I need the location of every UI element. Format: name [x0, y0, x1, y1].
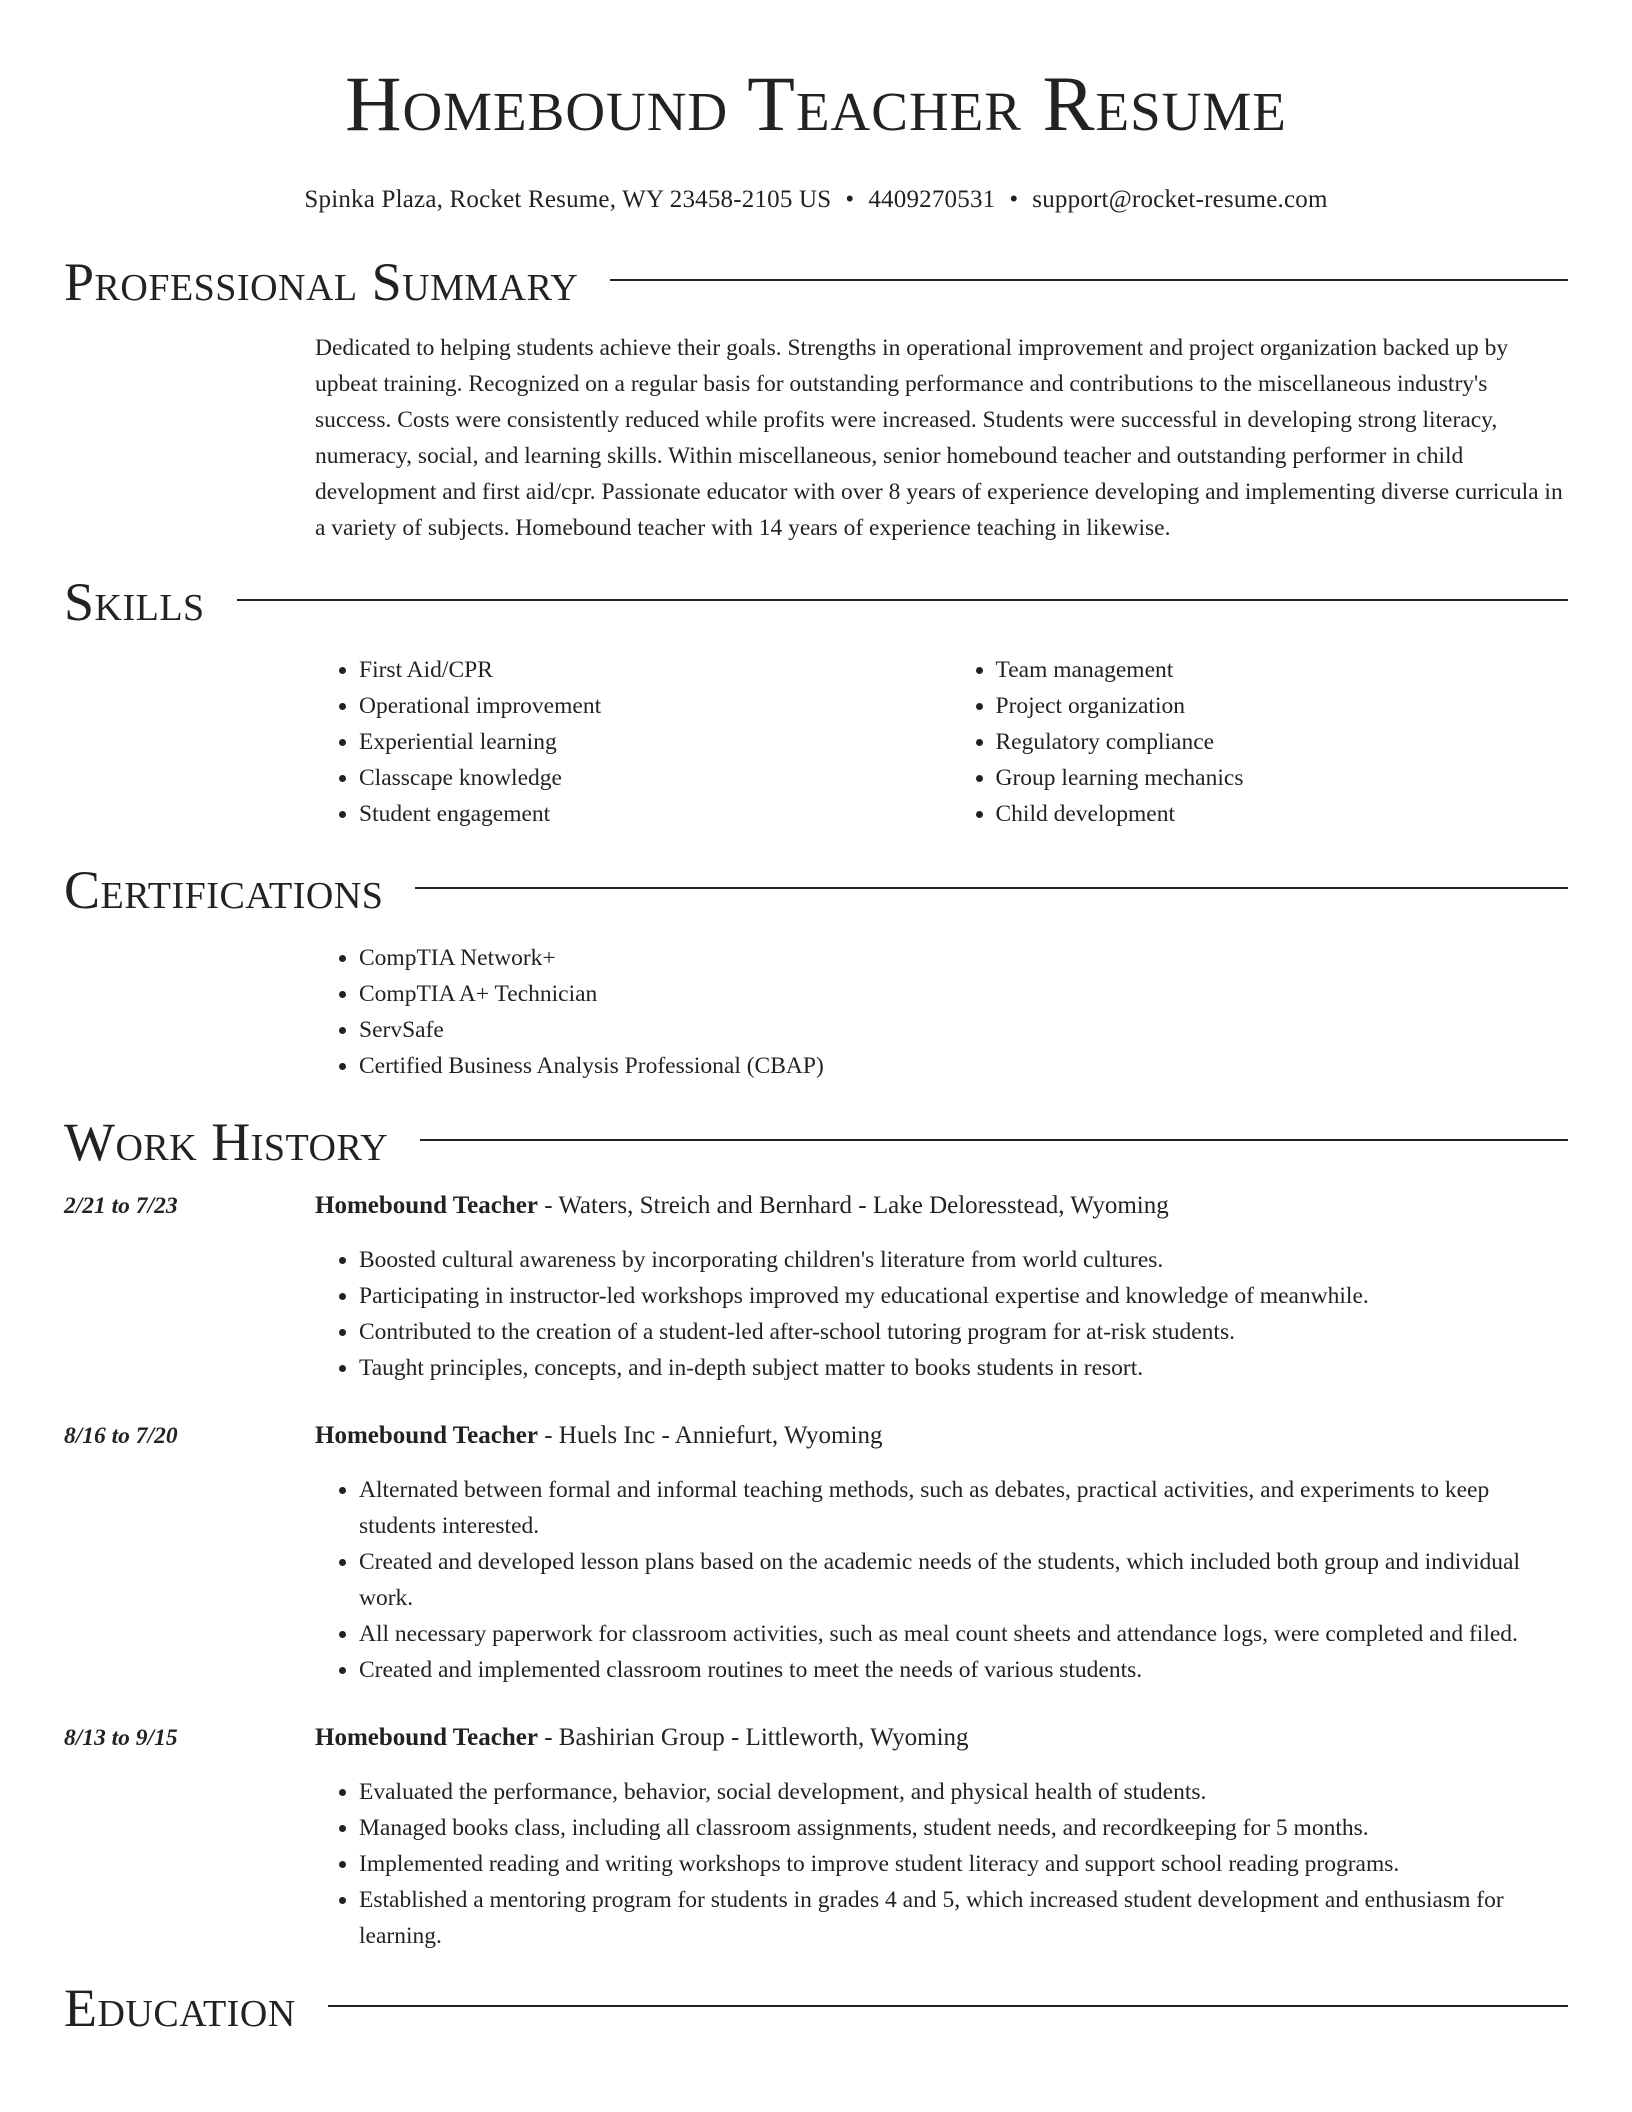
job-dates: 2/21 to 7/23	[64, 1193, 178, 1219]
certifications-list	[315, 940, 1568, 1084]
summary-content	[315, 330, 1568, 546]
job-bullet: • Boosted cultural awareness by incorporating children's literature from world cultures.	[359, 1242, 1568, 1278]
job-title: Homebound Teacher	[315, 1192, 538, 1219]
skill-item: • Child development	[996, 796, 1569, 832]
job-bullet: • Alternated between formal and informal teaching methods, such as debates, practical activities, and experiments to keep students interested.	[359, 1472, 1568, 1544]
job-bullet: • Established a mentoring program for students in grades 4 and 5, which increased student development and enthusiasm for learning.	[359, 1882, 1568, 1954]
section-heading-summary: Professional Summary	[64, 252, 579, 312]
certification-item: • CompTIA Network+	[359, 940, 1568, 976]
job-title-line	[315, 1188, 1568, 1224]
skill-item: • Group learning mechanics	[996, 760, 1569, 796]
job-title: Homebound Teacher	[315, 1724, 538, 1751]
section-divider	[328, 2005, 1568, 2007]
job-details: - Waters, Streich and Bernhard - Lake Deloresstead, Wyoming	[537, 1192, 1169, 1219]
summary-header	[64, 250, 1568, 314]
section-heading-certifications: Certifications	[64, 860, 384, 920]
skill-item: • Operational improvement	[359, 688, 932, 724]
skill-item: • First Aid/CPR	[359, 652, 932, 688]
job-bullet: • Contributed to the creation of a student-led after-school tutoring program for at-risk students.	[359, 1314, 1568, 1350]
section-divider	[415, 887, 1568, 889]
education-header	[64, 1976, 1568, 2040]
job-body	[315, 1188, 1568, 1386]
summary-text: Dedicated to helping students achieve their goals. Strengths in operational improvement and project organization backed up by upbeat training. Recognized on a regular basis for outstanding performance and contributions to the miscellaneous industry's success. Costs were consistently reduced while profits were increased. Students were successful in developing strong literacy, numeracy, social, and learning skills. Within miscellaneous, senior homebound teacher and outstanding performer in child development and first aid/cpr. Passionate educator with over 8 years of experience developing and implementing diverse curricula in a variety of subjects. Homebound teacher with 14 years of experience teaching in likewise.	[315, 335, 1563, 541]
certifications-header	[64, 858, 1568, 922]
section-divider	[237, 599, 1568, 601]
contact-separator: •	[1009, 186, 1019, 213]
skill-item: • Experiential learning	[359, 724, 932, 760]
job-bullet: • Participating in instructor-led workshops improved my educational expertise and knowledge of meanwhile.	[359, 1278, 1568, 1314]
certifications-content	[315, 940, 1568, 1084]
job-details: - Bashirian Group - Littleworth, Wyoming	[537, 1724, 969, 1751]
job-bullet: • Created and implemented classroom routines to meet the needs of various students.	[359, 1652, 1568, 1688]
skill-item: • Regulatory compliance	[996, 724, 1569, 760]
work-history-header	[64, 1110, 1568, 1174]
work-history-section	[64, 1110, 1568, 1954]
job-title: Homebound Teacher	[315, 1422, 538, 1449]
job-entry	[64, 1720, 1568, 1954]
certification-item: • Certified Business Analysis Professional (CBAP)	[359, 1048, 1568, 1084]
contact-phone: 4409270531	[868, 186, 996, 213]
certification-item: • ServSafe	[359, 1012, 1568, 1048]
contact-address: Spinka Plaza, Rocket Resume, WY 23458-2105 US	[304, 186, 832, 213]
section-heading-education: Education	[64, 1978, 296, 2038]
contact-line	[64, 184, 1568, 216]
job-title-line	[315, 1720, 1568, 1756]
job-title-line	[315, 1418, 1568, 1454]
job-entry	[64, 1418, 1568, 1688]
skills-list-right	[952, 652, 1569, 832]
job-body	[315, 1720, 1568, 1954]
summary-section	[64, 250, 1568, 546]
job-bullet: • All necessary paperwork for classroom activities, such as meal count sheets and attendance logs, were completed and filed.	[359, 1616, 1568, 1652]
job-bullet: • Created and developed lesson plans based on the academic needs of the students, which included both group and individual work.	[359, 1544, 1568, 1616]
skills-header	[64, 570, 1568, 634]
job-bullet: • Taught principles, concepts, and in-depth subject matter to books students in resort.	[359, 1350, 1568, 1386]
job-entry	[64, 1188, 1568, 1386]
job-details: - Huels Inc - Anniefurt, Wyoming	[537, 1422, 883, 1449]
job-dates: 8/16 to 7/20	[64, 1423, 178, 1449]
skills-section	[64, 570, 1568, 832]
contact-email[interactable]: support@rocket-resume.com	[1032, 186, 1328, 213]
job-bullets	[315, 1774, 1568, 1954]
job-body	[315, 1418, 1568, 1688]
job-bullets	[315, 1242, 1568, 1386]
skills-grid	[315, 652, 1568, 832]
certification-item: • CompTIA A+ Technician	[359, 976, 1568, 1012]
section-heading-skills: Skills	[64, 572, 205, 632]
section-divider	[420, 1139, 1568, 1141]
job-bullet: • Evaluated the performance, behavior, social development, and physical health of students.	[359, 1774, 1568, 1810]
job-bullet: • Managed books class, including all classroom assignments, student needs, and recordkeeping for 5 months.	[359, 1810, 1568, 1846]
skills-list-left	[315, 652, 932, 832]
skill-item: • Team management	[996, 652, 1569, 688]
job-dates: 8/13 to 9/15	[64, 1725, 178, 1751]
section-divider	[610, 279, 1568, 281]
skill-item: • Classcape knowledge	[359, 760, 932, 796]
certifications-section	[64, 858, 1568, 1084]
resume-title: Homebound Teacher Resume	[345, 60, 1287, 147]
contact-separator: •	[845, 186, 855, 213]
section-heading-work-history: Work History	[64, 1112, 389, 1172]
skill-item: • Project organization	[996, 688, 1569, 724]
job-bullet: • Implemented reading and writing workshops to improve student literacy and support school reading programs.	[359, 1846, 1568, 1882]
skill-item: • Student engagement	[359, 796, 932, 832]
education-section	[64, 1976, 1568, 2040]
job-bullets	[315, 1472, 1568, 1688]
